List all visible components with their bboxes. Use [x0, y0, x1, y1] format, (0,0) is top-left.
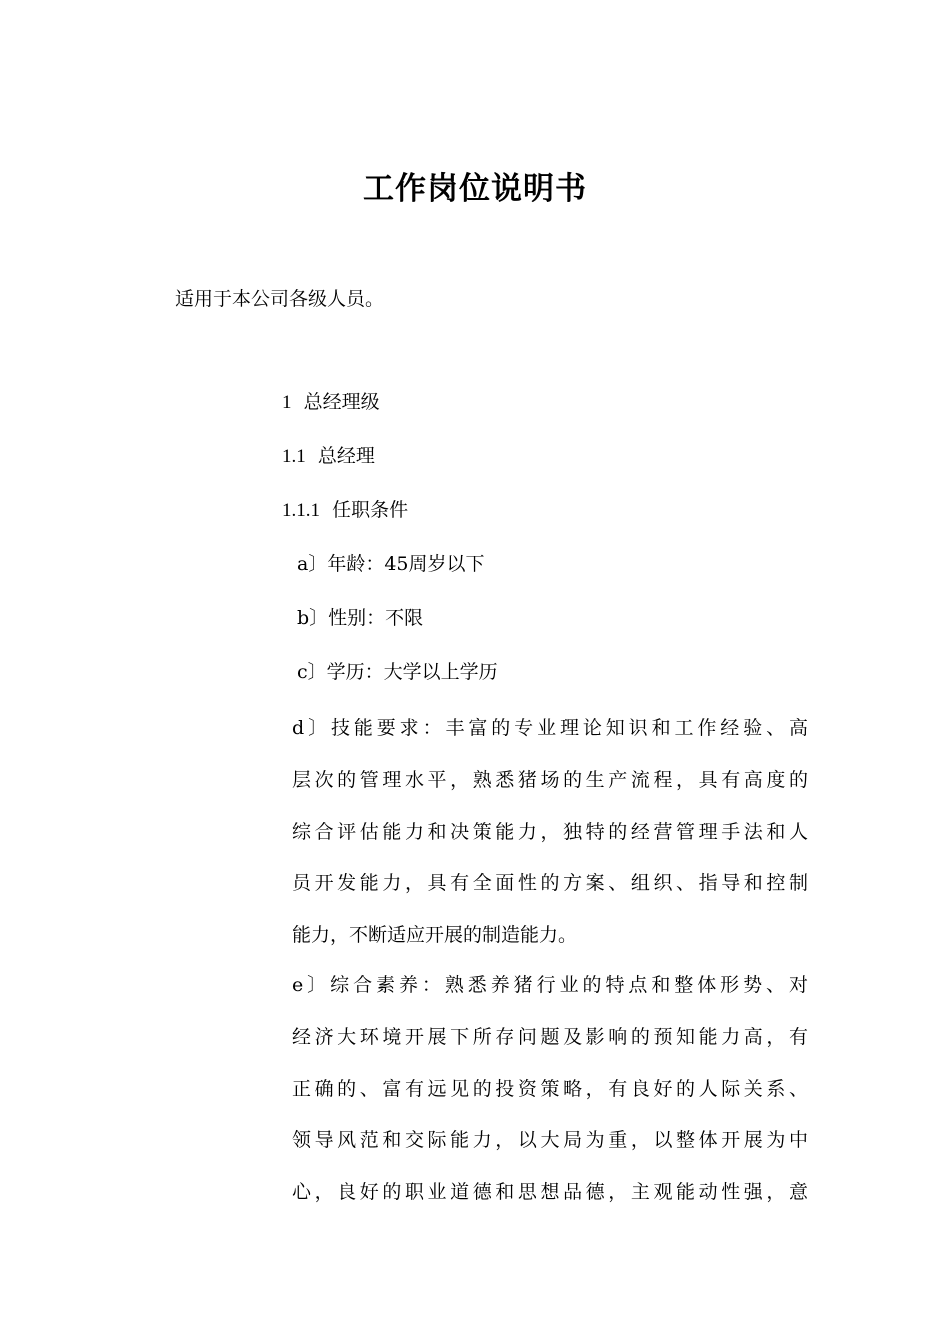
paragraph-line: 领导风范和交际能力，以大局为重，以整体开展为中 — [292, 1129, 808, 1152]
paragraph-line: 能力，不断适应开展的制造能力。 — [292, 924, 578, 947]
paragraph-line: 正确的、富有远见的投资策略，有良好的人际关系、 — [292, 1077, 808, 1100]
paragraph-line: 经济大环境开展下所存问题及影响的预知能力高，有 — [292, 1025, 808, 1048]
paragraph-line: 员开发能力，具有全面性的方案、组织、指导和控制 — [292, 872, 808, 895]
paragraph-line: d〕技能要求：丰富的专业理论知识和工作经验、高 — [292, 717, 808, 739]
subsubsection-number: 1.1.1 — [282, 500, 320, 521]
section-heading — [282, 387, 380, 418]
subsubsection-heading — [282, 495, 408, 526]
paragraph-line: e〕综合素养：熟悉养猪行业的特点和整体形势、对 — [292, 974, 808, 996]
paragraph-line: 心，良好的职业道德和思想品德，主观能动性强，意 — [292, 1181, 808, 1204]
subsubsection-label: 任职条件 — [332, 499, 409, 521]
item-skills-paragraph — [292, 703, 808, 962]
item-education: c〕学历：大学以上学历 — [297, 661, 498, 683]
section-number: 1 — [282, 392, 292, 413]
document-title: 工作岗位说明书 — [363, 171, 587, 207]
subsection-label: 总经理 — [317, 445, 375, 467]
paragraph-line: 综合评估能力和决策能力，独特的经营管理手法和人 — [292, 820, 808, 843]
section-label: 总经理级 — [303, 391, 380, 413]
subsection-number: 1.1 — [282, 446, 306, 467]
paragraph-line: 层次的管理水平，熟悉猪场的生产流程，具有高度的 — [292, 768, 808, 791]
item-age: a〕年龄：45周岁以下 — [297, 553, 485, 575]
subsection-heading — [282, 441, 375, 472]
scope-statement: 适用于本公司各级人员。 — [175, 288, 385, 310]
item-gender: b〕性别：不限 — [297, 607, 424, 629]
item-qualities-paragraph — [292, 960, 808, 1219]
